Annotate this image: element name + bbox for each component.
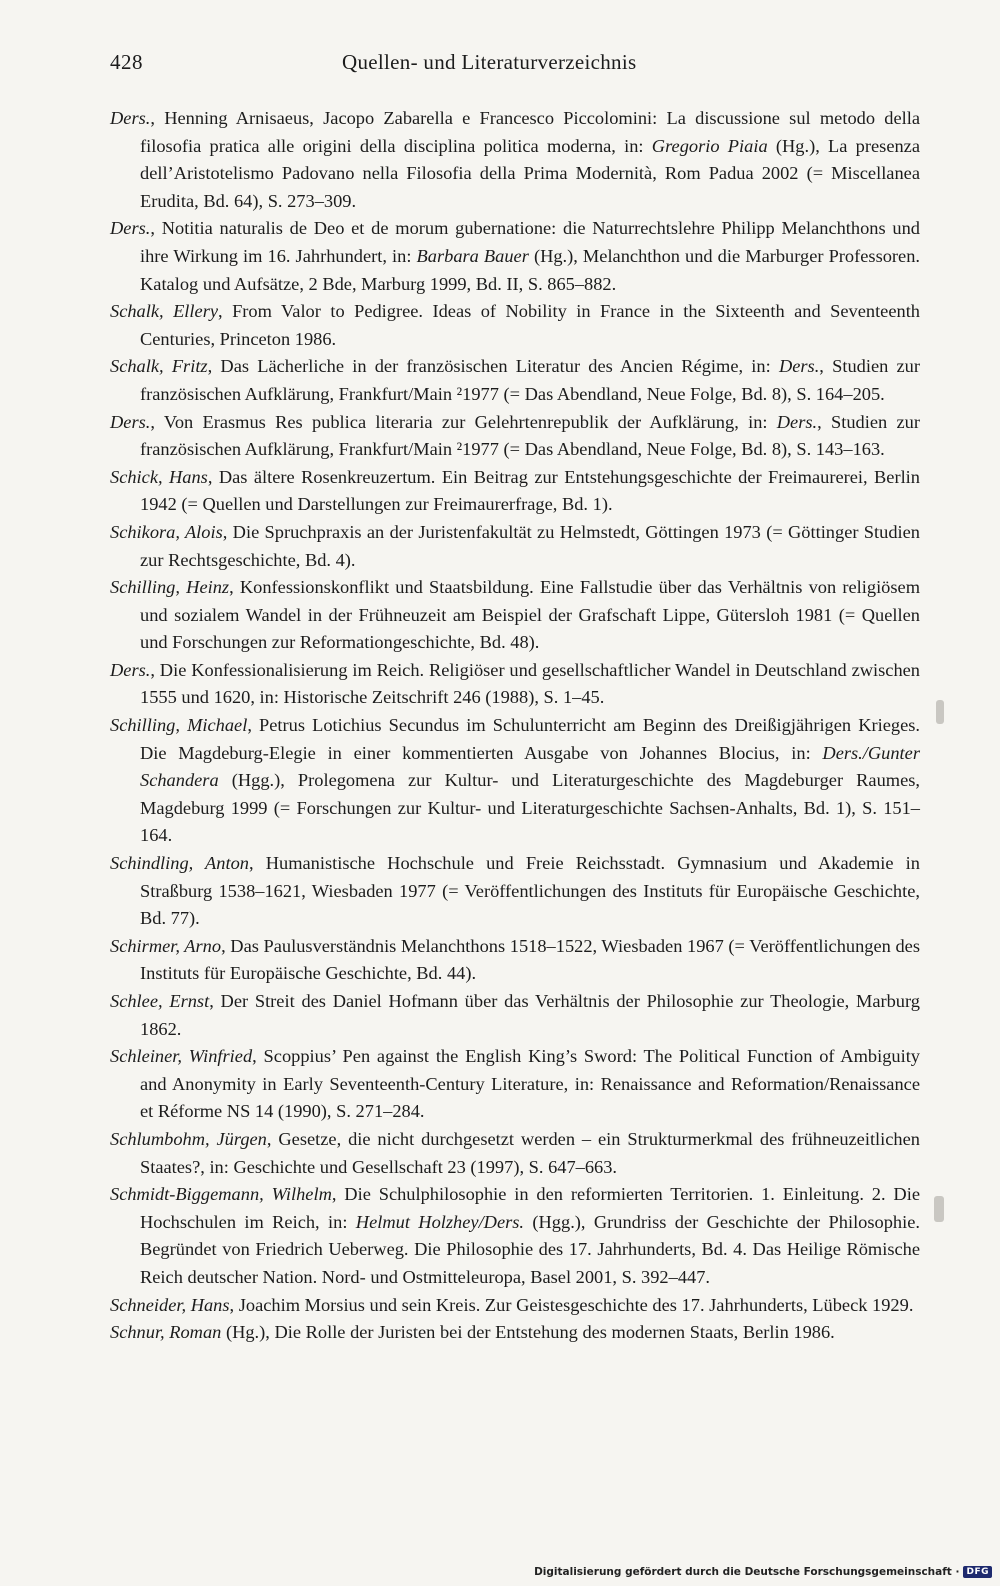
bibliography-entry	[110, 988, 920, 1043]
bibliography-entry	[110, 1181, 920, 1291]
bibliography-entry	[110, 657, 920, 712]
entry-author-italic: Schilling, Heinz	[110, 577, 230, 598]
entry-author-italic: Schindling, Anton	[110, 853, 249, 874]
footer	[534, 1563, 992, 1581]
entry-author-italic: Ders.	[110, 659, 151, 680]
entry-author-italic: Schleiner, Winfried	[110, 1046, 253, 1067]
dfg-logo: DFG	[963, 1566, 992, 1578]
entry-text: , Studien zur französischen Aufklärung, Frankfurt/Main ²1977 (= Das Abendland, Neue Folge, Bd. 8), S. 164–205.	[140, 356, 920, 404]
entry-text: , Joachim Morsius und sein Kreis. Zur Geistesgeschichte des 17. Jahrhunderts, Lübeck 1929.	[229, 1294, 914, 1315]
bibliography-entry	[110, 712, 920, 850]
entry-author-italic: Schalk, Fritz	[110, 356, 208, 377]
bibliography-entry	[110, 1319, 920, 1347]
bibliography-entry	[110, 353, 920, 408]
entry-author-italic: Schlumbohm, Jürgen	[110, 1128, 267, 1149]
entry-author-italic: Schneider, Hans	[110, 1294, 230, 1315]
entry-text: , Die Konfessionalisierung im Reich. Religiöser und gesellschaftlicher Wandel in Deutschland zwischen 1555 und 1620, in: Historische Zeitschrift 246 (1988), S. 1–45.	[140, 659, 920, 708]
entry-text: , Das Paulusverständnis Melanchthons 1518–1522, Wiesbaden 1967 (= Veröffentlichungen des Instituts für Europäische Geschichte, Bd. 44).	[140, 935, 920, 984]
entry-text: , Die Spruchpraxis an der Juristenfakultät zu Helmstedt, Göttingen 1973 (= Göttinger Studien zur Rechtsgeschichte, Bd. 4).	[140, 521, 920, 570]
bibliography-entry	[110, 1292, 920, 1320]
entry-author-italic: Ders.	[776, 411, 818, 432]
entry-text: , Studien zur französischen Aufklärung, Frankfurt/Main ²1977 (= Das Abendland, Neue Folge, Bd. 8), S. 143–163.	[140, 411, 920, 460]
entry-author-italic: Schnur, Roman	[110, 1322, 222, 1343]
entry-author-italic: Barbara Bauer	[416, 245, 529, 266]
entry-text: , Scoppius’ Pen against the English King’s Sword: The Political Function of Ambiguity and Anonymity in Early Seventeenth-Century Literature, in: Renaissance and Reformation/Renaissance et Réforme NS 14 (1990), S. 271–284.	[140, 1046, 920, 1122]
entry-author-italic: Schalk, Ellery	[110, 301, 219, 322]
entry-author-italic: Schick, Hans	[110, 466, 208, 487]
entry-text: , Petrus Lotichius Secundus im Schulunterricht am Beginn des Dreißigjährigen Krieges. Die Magdeburg-Elegie in einer kommentierten Ausgabe von Johannes Blocius, in:	[140, 715, 920, 763]
entry-text: , Das Lächerliche in der französischen Literatur des Ancien Régime, in:	[207, 356, 779, 377]
entry-text: (Hgg.), Prolegomena zur Kultur- und Literaturgeschichte des Magdeburger Raumes, Magdeburg 1999 (= Forschungen zur Kultur- und Literaturgeschichte Sachsen-Anhalts, Bd. 1), S. 151–164.	[140, 770, 920, 846]
entry-author-italic: Helmut Holzhey/Ders.	[355, 1211, 525, 1232]
bibliography-entry	[110, 574, 920, 657]
entry-author-italic: Gregorio Piaia	[651, 135, 768, 156]
bibliography-list	[110, 105, 920, 1347]
page-number: 428	[110, 50, 143, 74]
entry-author-italic: Ders.	[778, 356, 820, 377]
margin-mark	[936, 700, 944, 724]
entry-author-italic: Schlee, Ernst	[110, 991, 210, 1011]
bibliography-entry	[110, 933, 920, 988]
entry-author-italic: Schirmer, Arno	[110, 935, 222, 956]
bibliography-entry	[110, 215, 920, 298]
entry-text: , Humanistische Hochschule und Freie Reichsstadt. Gymnasium und Akademie in Straßburg 1538–1621, Wiesbaden 1977 (= Veröffentlichungen des Instituts für Europäische Geschichte, Bd. 77).	[140, 853, 920, 929]
bibliography-entry	[110, 1126, 920, 1181]
entry-text: (Hg.), Melanchthon und die Marburger Professoren. Katalog und Aufsätze, 2 Bde, Marburg 1999, Bd. II, S. 865–882.	[140, 245, 921, 294]
entry-text: , From Valor to Pedigree. Ideas of Nobility in France in the Sixteenth and Seventeenth Centuries, Princeton 1986.	[140, 301, 921, 349]
entry-text: , Konfessionskonflikt und Staatsbildung. Eine Fallstudie über das Verhältnis von religiösem und sozialem Wandel in der Frühneuzeit am Beispiel der Grafschaft Lippe, Gütersloh 1981 (= Quellen und Forschungen zur Reformationgeschichte, Bd. 48).	[140, 577, 921, 653]
bibliography-entry	[110, 105, 920, 215]
entry-text: (Hgg.), Grundriss der Geschichte der Philosophie. Begründet von Friedrich Ueberweg. Die Philosophie des 17. Jahrhunderts, Bd. 4. Das Heilige Römische Reich deutscher Nation. Nord- und Ostmitteleuropa, Basel 2001, S. 392–447.	[140, 1211, 920, 1287]
entry-author-italic: Schikora, Alois	[110, 521, 223, 542]
entry-text: (Hg.), Die Rolle der Juristen bei der Entstehung des modernen Staats, Berlin 1986.	[221, 1322, 835, 1343]
entry-text: , Henning Arnisaeus, Jacopo Zabarella e Francesco Piccolomini: La discussione sul metodo della filosofia pratica alle origini della disciplina politica moderna, in:	[140, 108, 920, 156]
bibliography-entry	[110, 1043, 920, 1126]
bibliography-entry	[110, 519, 920, 574]
entry-text: , Der Streit des Daniel Hofmann über das Verhältnis der Philosophie zur Theologie, Marburg 1862.	[140, 991, 920, 1039]
entry-text: (Hg.), La presenza dell’Aristotelismo Padovano nella Filosofia della Prima Modernità, Rom Padua 2002 (= Miscellanea Erudita, Bd. 64), S. 273–309.	[140, 135, 921, 211]
entry-text: , Von Erasmus Res publica literaria zur Gelehrtenrepublik der Aufklärung, in:	[150, 411, 777, 432]
entry-author-italic: Schilling, Michael	[110, 715, 248, 736]
entry-text: , Gesetze, die nicht durchgesetzt werden – ein Strukturmerkmal des frühneuzeitlichen Staates?, in: Geschichte und Gesellschaft 23 (1997), S. 647–663.	[140, 1128, 920, 1177]
entry-author-italic: Ders.	[110, 108, 151, 128]
page-header	[110, 50, 920, 82]
footer-text: Digitalisierung gefördert durch die Deutsche Forschungsgemeinschaft ·	[534, 1566, 960, 1578]
entry-text: , Das ältere Rosenkreuzertum. Ein Beitrag zur Entstehungsgeschichte der Freimaurerei, Berlin 1942 (= Quellen und Darstellungen zur Freimaurerfrage, Bd. 1).	[140, 466, 920, 515]
entry-text: , Die Schulphilosophie in den reformierten Territorien. 1. Einleitung. 2. Die Hochschulen im Reich, in:	[140, 1184, 920, 1232]
bibliography-entry	[110, 409, 920, 464]
bibliography-entry	[110, 464, 920, 519]
entry-author-italic: Schmidt-Biggemann, Wilhelm	[110, 1184, 332, 1205]
bibliography-entry	[110, 298, 920, 353]
margin-mark	[934, 1196, 944, 1222]
running-title: Quellen- und Literaturverzeichnis	[342, 50, 637, 74]
entry-author-italic: Ders.	[110, 411, 151, 432]
entry-text: , Notitia naturalis de Deo et de morum gubernatione: die Naturrechtslehre Philipp Melanchthons und ihre Wirkung im 16. Jahrhundert, in:	[140, 218, 920, 266]
entry-author-italic: Ders./Gunter Schandera	[140, 742, 920, 791]
bibliography-entry	[110, 850, 920, 933]
entry-author-italic: Ders.	[110, 218, 151, 239]
